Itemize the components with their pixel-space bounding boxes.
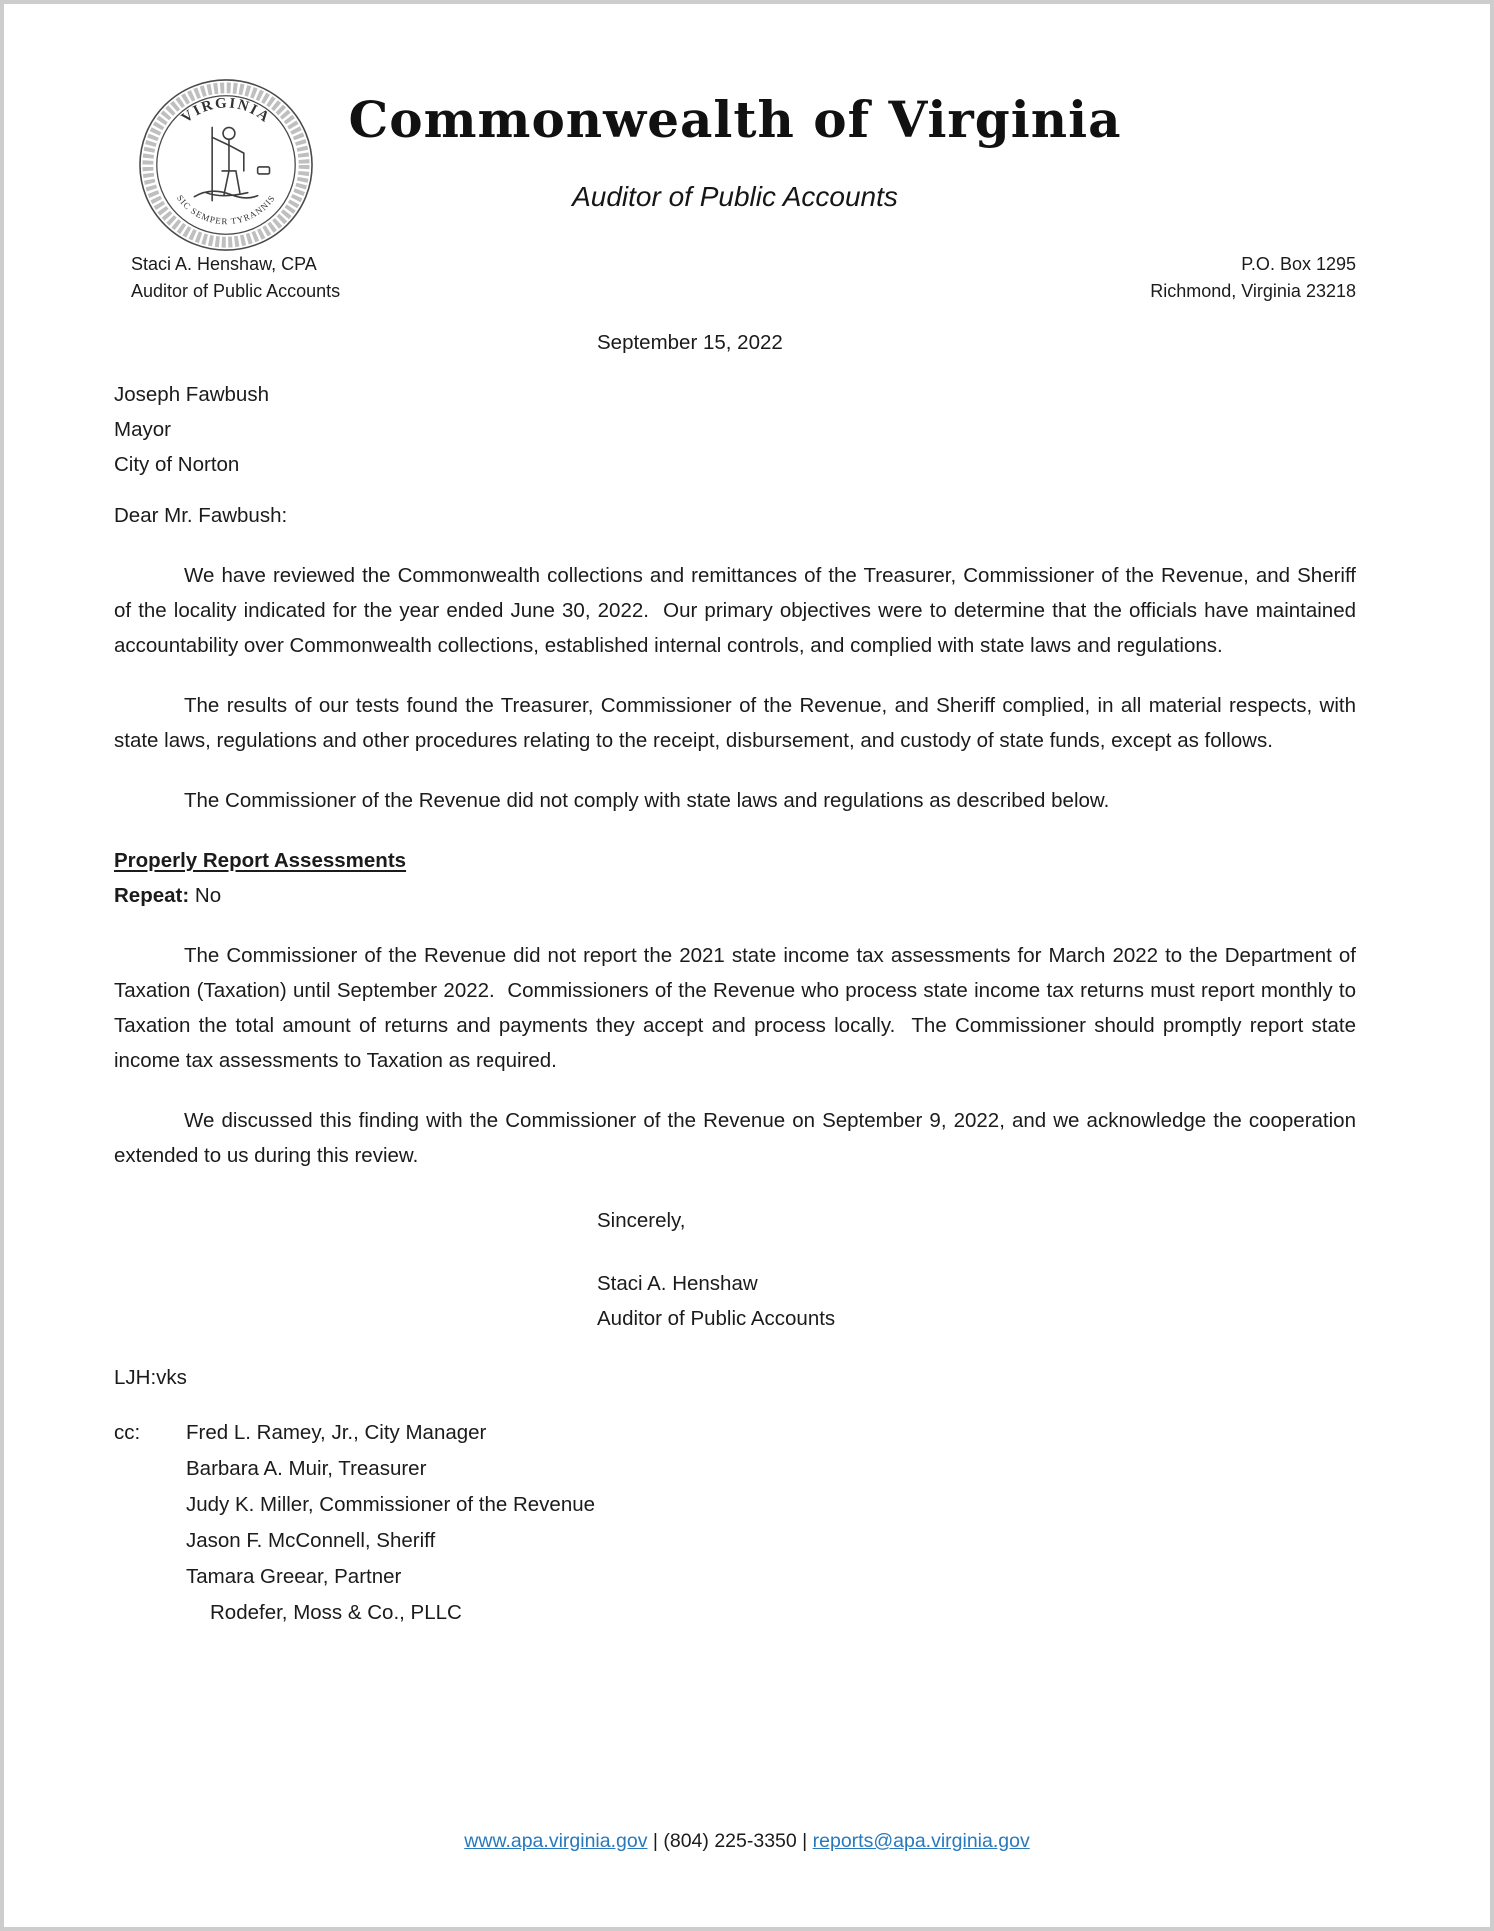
footer-separator: | [647, 1830, 664, 1852]
letter-date: September 15, 2022 [597, 331, 783, 354]
footer-separator: | [796, 1830, 813, 1852]
reference-initials: LJH:vks [114, 1366, 187, 1389]
signature-block [597, 1266, 1356, 1336]
page-title: Commonwealth of Virginia [348, 90, 1122, 149]
cc-item: Barbara A. Muir, Treasurer [186, 1457, 427, 1480]
body-paragraph-1: We have reviewed the Commonwealth collections and remittances of the Treasurer, Commissioner of the Revenue, and Sheriff of the locality indicated for the year ended June 30, 2022. Our primary objectives were to determine that the officials have maintained accountability over Commonwealth collections, established internal controls, and complied with state laws and regulations. [114, 564, 1362, 657]
footer-website-link[interactable]: www.apa.virginia.gov [464, 1830, 648, 1852]
po-box: P.O. Box 1295 [1241, 254, 1356, 274]
finding-heading-text: Properly Report Assessments [114, 849, 407, 872]
address-block [1150, 251, 1356, 305]
auditor-block [131, 251, 340, 305]
cc-list [186, 1415, 595, 1631]
body-paragraph-2: The results of our tests found the Treasurer, Commissioner of the Revenue, and Sheriff complied, in all material respects, with state laws, regulations and other procedures relating to the receipt, disbursement, and custody of state funds, except as follows. [114, 694, 1362, 752]
cc-item-sub: Rodefer, Moss & Co., PLLC [210, 1601, 462, 1624]
cc-item: Fred L. Ramey, Jr., City Manager [186, 1421, 487, 1444]
footer-phone: (804) 225-3350 [663, 1830, 797, 1852]
seal-bottom-text: SIC SEMPER TYRANNIS [174, 193, 278, 227]
footer-email-link[interactable]: reports@apa.virginia.gov [812, 1830, 1030, 1852]
finding-paragraph-1: The Commissioner of the Revenue did not report the 2021 state income tax assessments for March 2022 to the Department of Taxation (Taxation) until September 2022. Commissioners of the Revenue who process state income tax returns must report monthly to Taxation the total amount of returns and payments they accept and process locally. The Commissioner should promptly report state income tax assessments to Taxation as required. [114, 944, 1362, 1072]
finding-paragraph-2: We discussed this finding with the Commissioner of the Revenue on September 9, 2022, and we acknowledge the cooperation extended to us during this review. [114, 1109, 1362, 1167]
cc-item: Jason F. McConnell, Sheriff [186, 1529, 436, 1552]
signature-name: Staci A. Henshaw [597, 1272, 758, 1295]
recipient-title: Mayor [114, 418, 171, 441]
recipient-name: Joseph Fawbush [114, 383, 269, 406]
city-state-zip: Richmond, Virginia 23218 [1150, 281, 1356, 301]
repeat-line [114, 878, 1356, 913]
header-contact-row [114, 251, 1356, 305]
auditor-name: Staci A. Henshaw, CPA [131, 254, 317, 274]
body-paragraph-3: The Commissioner of the Revenue did not comply with state laws and regulations as described below. [184, 789, 1110, 812]
recipient-block [114, 377, 1356, 482]
cc-item: Judy K. Miller, Commissioner of the Revenue [186, 1493, 596, 1516]
page-subtitle: Auditor of Public Accounts [572, 181, 898, 212]
closing: Sincerely, [597, 1209, 686, 1232]
cc-item: Tamara Greear, Partner [186, 1565, 402, 1588]
repeat-value: No [194, 884, 222, 907]
page-footer [4, 1830, 1490, 1853]
auditor-title: Auditor of Public Accounts [131, 281, 341, 301]
cc-block [114, 1415, 1356, 1631]
seal-top-text: VIRGINIA [178, 95, 274, 127]
finding-heading [114, 843, 1356, 878]
recipient-city: City of Norton [114, 453, 240, 476]
salutation: Dear Mr. Fawbush: [114, 504, 288, 527]
repeat-label: Repeat: [114, 884, 190, 907]
cc-label: cc: [114, 1421, 141, 1444]
signature-title: Auditor of Public Accounts [597, 1307, 836, 1330]
